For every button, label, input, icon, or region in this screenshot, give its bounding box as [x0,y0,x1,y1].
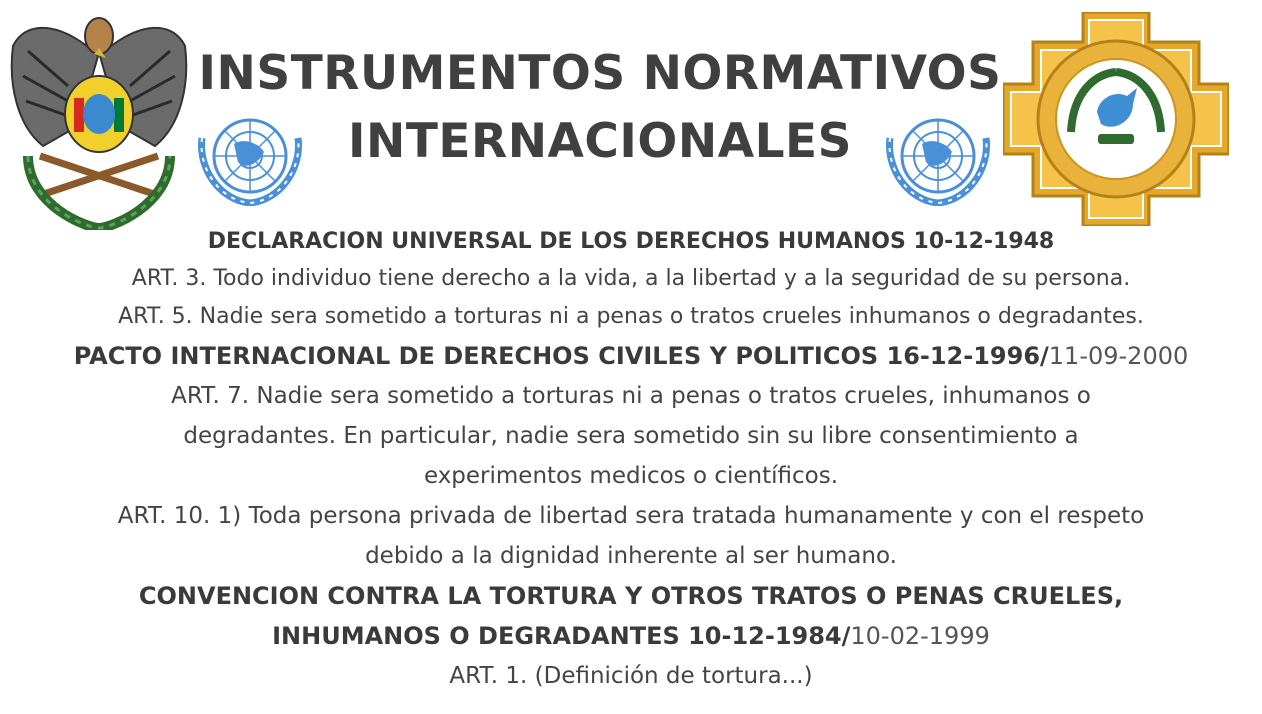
content-body [0,224,1262,696]
dudh-heading: DECLARACION UNIVERSAL DE LOS DERECHOS HUMANOS 10-12-1948 [207,229,1055,254]
pidcp-heading [0,336,1262,376]
pidcp-art10-line2: debido a la dignidad inherente al ser humano. [365,543,897,569]
title-line-1: INSTRUMENTOS NORMATIVOS [198,46,1002,101]
pidcp-art7-line2: degradantes. En particular, nadie sera sometido sin su libre consentimiento a [183,423,1079,449]
pidcp-heading-text: PACTO INTERNACIONAL DE DERECHOS CIVILES Y POLITICOS 16-12-1996/ [73,342,1049,370]
cat-heading-line2 [0,616,1262,656]
pidcp-art7-line1: ART. 7. Nadie sera sometido a torturas ni a penas o tratos crueles, inhumanos o [171,383,1091,409]
pidcp-art7-line3: experimentos medicos o científicos. [423,463,839,489]
military-eagle-crest-icon [8,6,190,230]
pidcp-art10-line1: ART. 10. 1) Toda persona privada de libertad sera tratada humanamente y con el respeto [117,503,1145,529]
dudh-art3: ART. 3. Todo individuo tiene derecho a la vida, a la libertad y a la seguridad de su persona. [131,266,1131,291]
cat-art1: ART. 1. (Definición de tortura...) [449,663,813,689]
cat-heading-text: INHUMANOS O DEGRADANTES 10-12-1984/ [272,622,851,650]
policia-boliviana-badge-icon [1003,12,1229,226]
cat-heading-date: 10-02-1999 [850,622,990,650]
title-line-2: INTERNACIONALES [348,114,852,169]
cat-heading-line1: CONVENCION CONTRA LA TORTURA Y OTROS TRATOS O PENAS CRUELES, [138,582,1124,610]
dudh-art5: ART. 5. Nadie sera sometido a torturas ni a penas o tratos crueles inhumanos o degradantes. [118,304,1144,329]
page-title [195,40,1005,176]
pidcp-heading-date: 11-09-2000 [1048,342,1189,370]
